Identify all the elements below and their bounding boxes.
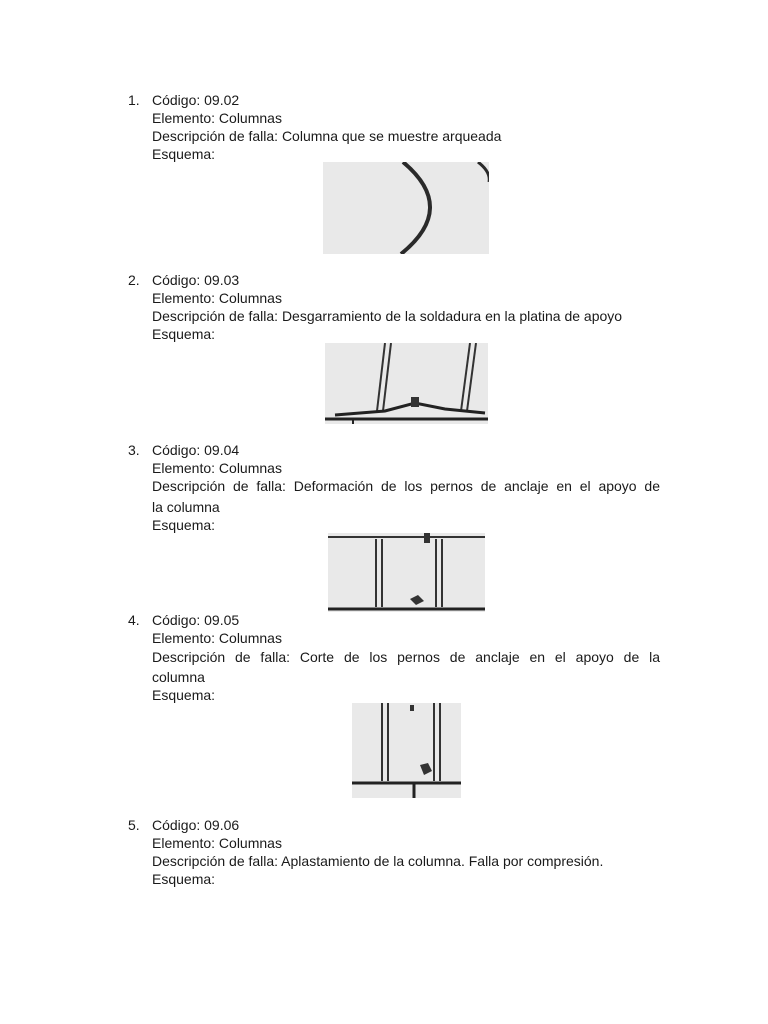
- item-4-code: Código: 09.05: [152, 612, 240, 628]
- item-4-description-line-1: Descripción de falla: Corte de los pernos de anclaje en el apoyo de la: [152, 649, 660, 665]
- item-1-element: Elemento: Columnas: [152, 110, 282, 126]
- item-2-code: Código: 09.03: [152, 272, 240, 288]
- item-2-description: Descripción de falla: Desgarramiento de la soldadura en la platina de apoyo: [152, 308, 623, 324]
- item-3-description-line-2: la columna: [152, 499, 220, 515]
- item-5-element: Elemento: Columnas: [152, 835, 282, 851]
- item-3-schema-label: Esquema:: [152, 517, 216, 533]
- item-1-code: Código: 09.02: [152, 92, 240, 108]
- bolt-shear-sketch: [352, 703, 461, 798]
- item-1-description: Descripción de falla: Columna que se muestre arqueada: [152, 128, 502, 144]
- weld-tear-sketch: [325, 343, 488, 424]
- bolt-deformation-sketch: [328, 533, 485, 612]
- item-5-description: Descripción de falla: Aplastamiento de la columna. Falla por compresión.: [152, 853, 604, 869]
- item-5-number: 5.: [128, 817, 140, 833]
- item-2-element: Elemento: Columnas: [152, 290, 282, 306]
- item-4-description-line-2: columna: [152, 669, 205, 685]
- item-2-number: 2.: [128, 272, 140, 288]
- item-2-schema-label: Esquema:: [152, 326, 216, 342]
- item-3-description-line-1: Descripción de falla: Deformación de los pernos de anclaje en el apoyo de: [152, 478, 660, 494]
- item-5-schema-label: Esquema:: [152, 871, 216, 887]
- item-4-schema-label: Esquema:: [152, 687, 216, 703]
- item-3-code: Código: 09.04: [152, 442, 240, 458]
- bowed-column-sketch: [323, 162, 489, 254]
- item-1-schema-label: Esquema:: [152, 146, 216, 162]
- item-3-element: Elemento: Columnas: [152, 460, 282, 476]
- item-4-number: 4.: [128, 612, 140, 628]
- item-1-number: 1.: [128, 92, 140, 108]
- item-4-element: Elemento: Columnas: [152, 630, 282, 646]
- item-5-code: Código: 09.06: [152, 817, 240, 833]
- item-3-number: 3.: [128, 442, 140, 458]
